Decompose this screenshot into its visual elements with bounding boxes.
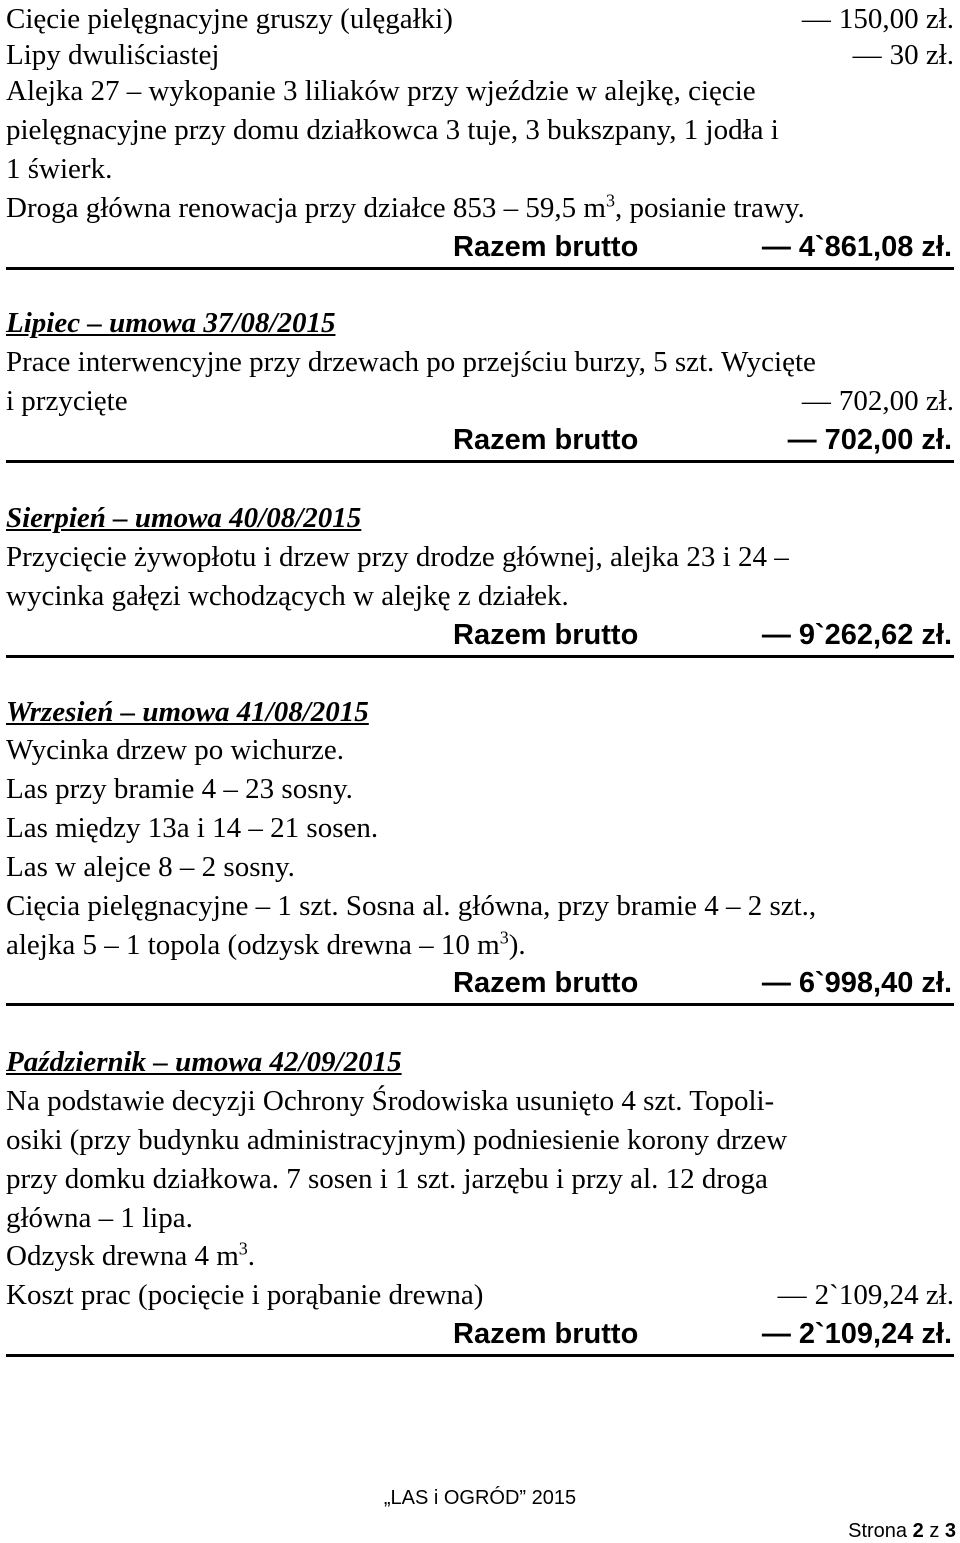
text-line: Alejka 27 – wykopanie 3 liliaków przy wjeździe w alejkę, cięcie xyxy=(6,75,756,107)
text-line: alejka 5 – 1 topola (odzysk drewna – 10 $m^3$). xyxy=(6,927,526,961)
text-line: Odzysk drewna 4 $m^3$. xyxy=(6,1238,256,1272)
text-line: przy domku działkowa. 7 sosen i 1 szt. jarzębu i przy al. 12 droga xyxy=(6,1163,768,1195)
text-line: osiki (przy budynku administracyjnym) podniesienie korony drzew xyxy=(6,1124,788,1156)
total-label: Razem brutto xyxy=(453,619,639,651)
section-heading: Wrzesień – umowa 41/08/2015 xyxy=(6,696,369,728)
section-heading: Sierpień – umowa 40/08/2015 xyxy=(6,502,362,534)
total-row xyxy=(6,616,954,658)
text-line: Prace interwencyjne przy drzewach po przejściu burzy, 5 szt. Wycięte xyxy=(6,346,816,378)
section-heading: Październik – umowa 42/09/2015 xyxy=(6,1046,402,1078)
total-value: — 6`998,40 zł. xyxy=(761,967,952,999)
text-line: pielęgnacyjne przy domu działkowca 3 tuje, 3 bukszpany, 1 jodła i xyxy=(6,114,779,146)
total-label: Razem brutto xyxy=(453,967,639,999)
item-line xyxy=(6,0,954,39)
item-text: Lipy dwuliściastej xyxy=(6,39,220,71)
text-line: główna – 1 lipa. xyxy=(6,1202,193,1234)
page-number: Strona 2 z 3 xyxy=(848,1520,956,1542)
total-label: Razem brutto xyxy=(453,424,639,456)
item-amount: — 150,00 zł. xyxy=(801,3,954,35)
total-label: Razem brutto xyxy=(453,1318,639,1350)
item-amount: — 2`109,24 zł. xyxy=(777,1279,954,1311)
text-line: wycinka gałęzi wchodzących w alejkę z działek. xyxy=(6,580,569,612)
item-text: i przycięte xyxy=(6,385,128,417)
text-line: Cięcia pielęgnacyjne – 1 szt. Sosna al. główna, przy bramie 4 – 2 szt., xyxy=(6,890,817,922)
item-line xyxy=(6,1276,954,1315)
text-line: Na podstawie decyzji Ochrony Środowiska usunięto 4 szt. Topoli- xyxy=(6,1085,775,1117)
item-line xyxy=(6,36,954,75)
text-line: 1 świerk. xyxy=(6,153,113,185)
item-text: Koszt prac (pocięcie i porąbanie drewna) xyxy=(6,1279,484,1311)
text-line: Przycięcie żywopłotu i drzew przy drodze głównej, alejka 23 i 24 – xyxy=(6,541,789,573)
text-line: Las w alejce 8 – 2 sosny. xyxy=(6,851,295,883)
total-label: Razem brutto xyxy=(453,231,639,263)
total-value: — 4`861,08 zł. xyxy=(761,231,952,263)
total-value: — 2`109,24 zł. xyxy=(761,1318,952,1350)
item-text: Cięcie pielęgnacyjne gruszy (ulęgałki) xyxy=(6,3,453,35)
item-line xyxy=(6,382,954,421)
text-line: Wycinka drzew po wichurze. xyxy=(6,734,345,766)
item-amount: — 30 zł. xyxy=(852,39,954,71)
section-heading: Lipiec – umowa 37/08/2015 xyxy=(6,307,336,339)
text-line: Las między 13a i 14 – 21 sosen. xyxy=(6,812,379,844)
total-row xyxy=(6,964,954,1006)
item-amount: — 702,00 zł. xyxy=(801,385,954,417)
total-row xyxy=(6,421,954,463)
text-line: Droga główna renowacja przy działce 853 – 59,5 $m^3$, posianie trawy. xyxy=(6,190,805,224)
total-row xyxy=(6,228,954,270)
footer-publication: „LAS i OGRÓD” 2015 xyxy=(383,1487,577,1509)
total-row xyxy=(6,1315,954,1357)
total-value: — 9`262,62 zł. xyxy=(761,619,952,651)
text-line: Las przy bramie 4 – 23 sosny. xyxy=(6,773,353,805)
total-value: — 702,00 zł. xyxy=(787,424,952,456)
